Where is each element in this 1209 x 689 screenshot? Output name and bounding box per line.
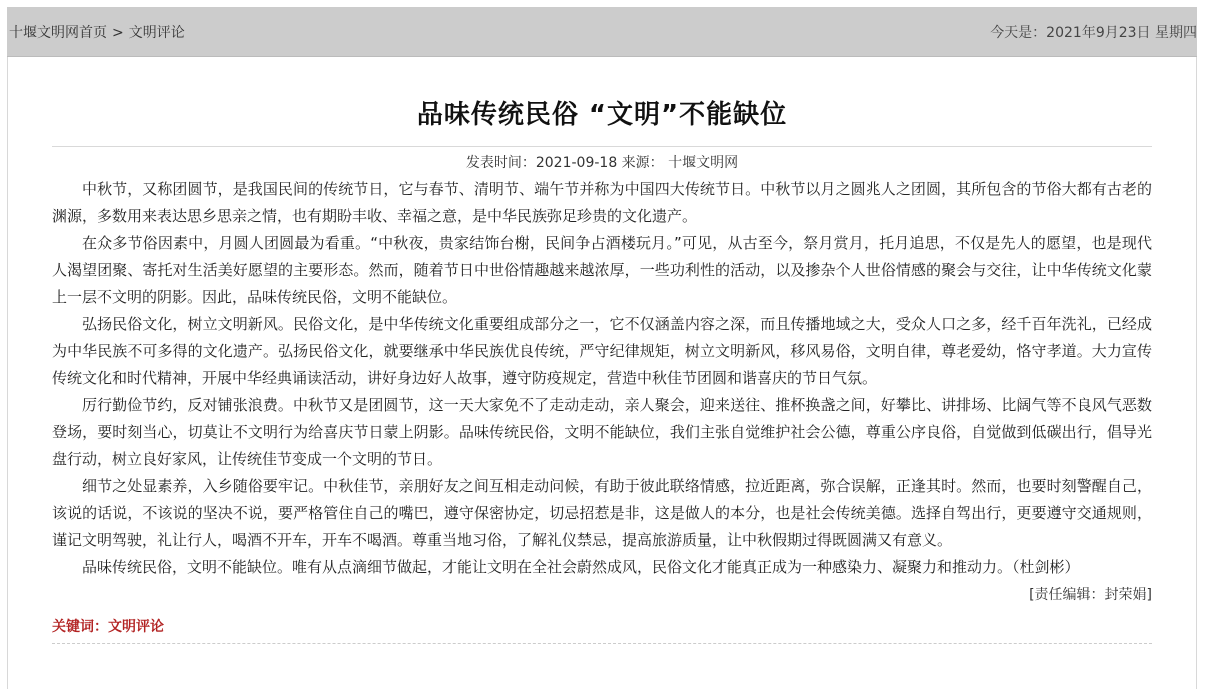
article-paragraph-1: 中秋节，又称团圆节，是我国民间的传统节日，它与春节、清明节、端午节并称为中国四大传统节日。中秋节以月之圆兆人之团圆，其所包含的节俗大都有古老的渊源，多数用来表达思乡思亲之情，也有期盼丰收、幸福之意，是中华民族弥足珍贵的文化遗产。 bbox=[52, 180, 1152, 225]
current-date: 今天是：2021年9月23日 星期四 bbox=[990, 25, 1197, 41]
article-paragraph-2: 在众多节俗因素中，月圆人团圆最为看重。“中秋夜，贵家结饰台榭，民间争占酒楼玩月。”可见，从古至今，祭月赏月，托月追思，不仅是先人的愿望，也是现代人渴望团聚、寄托对生活美好愿望的主要形态。然而，随着节日中世俗情趣越来越浓厚，一些功利性的活动，以及掺杂个人世俗情感的聚会与交往，让中华传统文化蒙上一层不文明的阴影。因此，品味传统民俗，文明不能缺位。 bbox=[52, 234, 1152, 306]
bottom-divider bbox=[52, 643, 1152, 644]
top-bar bbox=[7, 7, 1197, 57]
article-paragraph-4: 厉行勤俭节约，反对铺张浪费。中秋节又是团圆节，这一天大家免不了走动走动，亲人聚会，迎来送往、推杯换盏之间，好攀比、讲排场、比阔气等不良风气恶数登场，要时刻当心，切莫让不文明行为给喜庆节日蒙上阴影。品味传统民俗，文明不能缺位，我们主张自觉维护社会公德，尊重公序良俗，自觉做到低碳出行，倡导光盘行动，树立良好家风，让传统佳节变成一个文明的节日。 bbox=[52, 396, 1152, 468]
breadcrumb-home-link[interactable]: 十堰文明网首页 bbox=[9, 25, 107, 41]
article-body bbox=[52, 176, 1152, 581]
keywords-label: 关键词： bbox=[52, 619, 108, 635]
breadcrumb-separator: > bbox=[112, 25, 124, 41]
breadcrumb bbox=[9, 22, 185, 42]
keyword-link[interactable]: 文明评论 bbox=[108, 619, 164, 635]
breadcrumb-section-link[interactable]: 文明评论 bbox=[128, 25, 185, 41]
article-paragraph-5: 细节之处显素养，入乡随俗要牢记。中秋佳节，亲朋好友之间互相走动问候，有助于彼此联络情感，拉近距离，弥合误解，正逢其时。然而，也要时刻警醒自己，该说的话说，不该说的坚决不说，要严格管住自己的嘴巴，遵守保密协定，切忌招惹是非，这是做人的本分，也是社会传统美德。选择自驾出行，更要遵守交通规则，谨记文明驾驶，礼让行人，喝酒不开车，开车不喝酒。尊重当地习俗，了解礼仪禁忌，提高旅游质量，让中秋假期过得既圆满又有意义。 bbox=[52, 477, 1152, 549]
article-paragraph-3: 弘扬民俗文化，树立文明新风。民俗文化，是中华传统文化重要组成部分之一，它不仅涵盖内容之深，而且传播地域之大，受众人口之多，经千百年洗礼，已经成为中华民族不可多得的文化遗产。弘扬民俗文化，就要继承中华民族优良传统，严守纪律规矩，树立文明新风，移风易俗，文明自律，尊老爱幼，恪守孝道。大力宣传传统文化和时代精神，开展中华经典诵读活动，讲好身边好人故事，遵守防疫规定，营造中秋佳节团圆和谐喜庆的节日气氛。 bbox=[52, 315, 1152, 387]
article bbox=[52, 57, 1152, 644]
article-title: 品味传统民俗 “文明”不能缺位 bbox=[416, 100, 788, 130]
responsible-editor: [责任编辑：封荣娟] bbox=[1029, 587, 1152, 603]
keywords bbox=[52, 617, 1152, 637]
title-divider bbox=[52, 146, 1152, 147]
article-meta: 发表时间：2021-09-18 来源： 十堰文明网 bbox=[465, 155, 739, 171]
article-paragraph-6: 品味传统民俗，文明不能缺位。唯有从点滴细节做起，才能让文明在全社会蔚然成风，民俗文化才能真正成为一种感染力、凝聚力和推动力。（杜剑彬） bbox=[82, 558, 1080, 576]
